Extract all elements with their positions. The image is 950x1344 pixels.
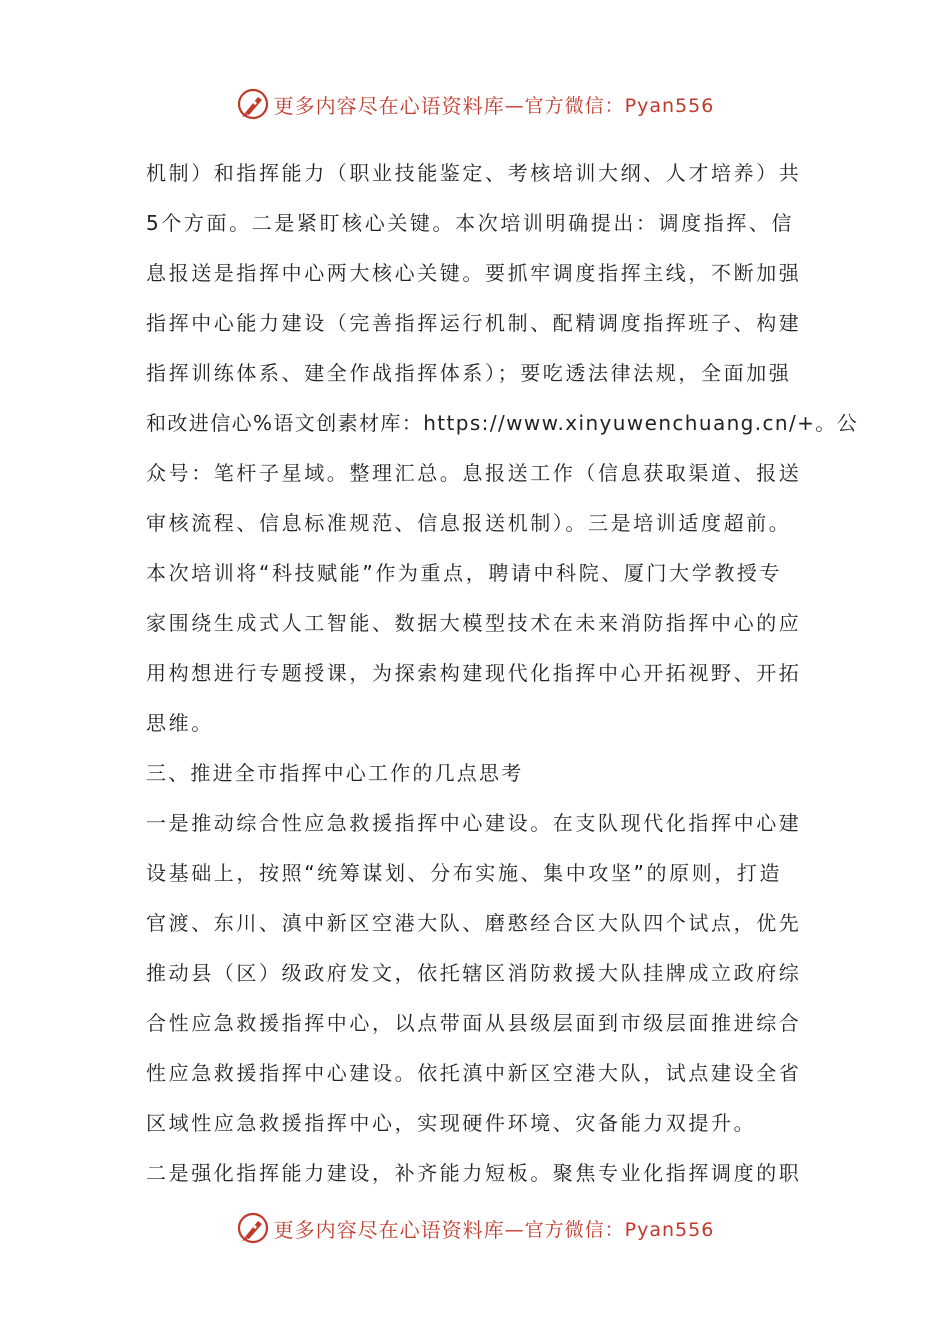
text-line: 设基础上，按照“统筹谋划、分布实施、集中攻坚”的原则，打造 (146, 861, 783, 885)
text-line: 思维。 (146, 711, 214, 735)
text-line: 机制）和指挥能力（职业技能鉴定、考核培训大纲、人才培养）共 (146, 161, 802, 185)
text-line: 审核流程、信息标准规范、信息报送机制）。三是培训适度超前。 (146, 511, 792, 535)
text-line: 指挥训练体系、建全作战指挥体系）；要吃透法律法规，全面加强 (146, 361, 792, 385)
header-watermark-banner (0, 84, 950, 124)
text-line: 二是强化指挥能力建设，补齐能力短板。聚焦专业化指挥调度的职 (146, 1161, 802, 1185)
section-heading: 三、推进全市指挥中心工作的几点思考 (146, 761, 524, 785)
text-line: 官渡、东川、滇中新区空港大队、磨憨经合区大队四个试点，优先 (146, 911, 802, 935)
text-line: 用构想进行专题授课，为探索构建现代化指挥中心开拓视野、开拓 (146, 661, 802, 685)
banner-brand-text: 更多内容尽在心语资料库 (273, 93, 505, 118)
text-line: 5个方面。二是紧盯核心关键。本次培训明确提出：调度指挥、信 (146, 211, 795, 235)
pen-nib-logo-icon (236, 87, 270, 121)
banner-brand-text: 更多内容尽在心语资料库 (273, 1217, 505, 1242)
text-line: 众号：笔杆子星域。整理汇总。息报送工作（信息获取渠道、报送 (146, 461, 802, 485)
footer-watermark-banner (0, 1208, 950, 1248)
text-line-with-url: 和改进信心%语文创素材库：https://www.xinyuwenchuang.cn/+。公 (146, 411, 859, 435)
text-line: 性应急救援指挥中心建设。依托滇中新区空港大队，试点建设全省 (146, 1061, 802, 1085)
document-body (146, 148, 859, 1198)
text-line: 合性应急救援指挥中心，以点带面从县级层面到市级层面推进综合 (146, 1011, 802, 1035)
text-line: 息报送是指挥中心两大核心关键。要抓牢调度指挥主线，不断加强 (146, 261, 802, 285)
banner-wechat-text: —官方微信：Pyan556 (504, 1218, 715, 1241)
text-line: 指挥中心能力建设（完善指挥运行机制、配精调度指挥班子、构建 (146, 311, 802, 335)
text-line: 家围绕生成式人工智能、数据大模型技术在未来消防指挥中心的应 (146, 611, 802, 635)
pen-nib-logo-icon (236, 1211, 270, 1245)
text-line: 区域性应急救援指挥中心，实现硬件环境、灾备能力双提升。 (146, 1111, 757, 1135)
text-line: 本次培训将“科技赋能”作为重点，聘请中科院、厦门大学教授专 (146, 561, 783, 585)
text-line: 推动县（区）级政府发文，依托辖区消防救援大队挂牌成立政府综 (146, 961, 802, 985)
banner-wechat-text: —官方微信：Pyan556 (504, 94, 715, 117)
text-line: 一是推动综合性应急救援指挥中心建设。在支队现代化指挥中心建 (146, 811, 802, 835)
